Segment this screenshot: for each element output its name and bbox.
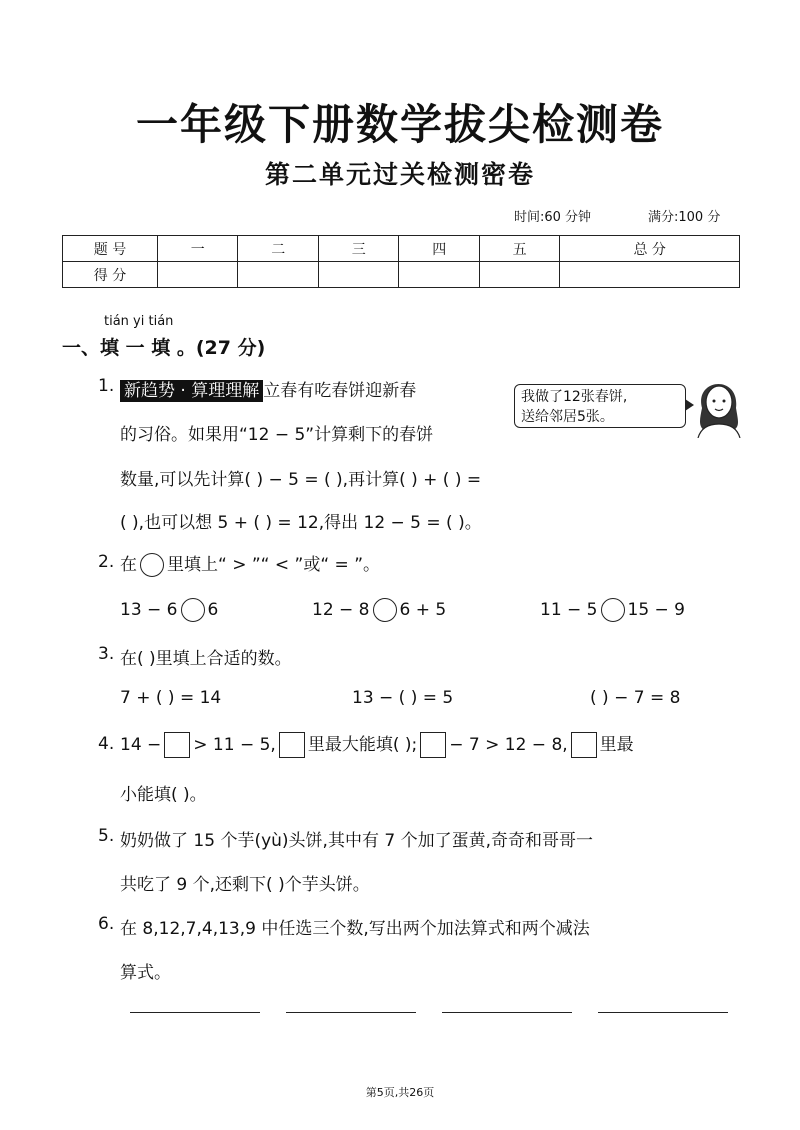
score-header-cell: 三 xyxy=(318,236,398,262)
expression-left: 11 − 5 xyxy=(540,600,598,620)
score-cell[interactable] xyxy=(238,262,318,288)
score-header-cell: 二 xyxy=(238,236,318,262)
question-3-item: 7 + ( ) = 14 xyxy=(120,688,222,708)
question-6-line-1: 在 8,12,7,4,13,9 中任选三个数,写出两个加法算式和两个减法 xyxy=(120,919,590,939)
page-subtitle: 第二单元过关检测密卷 xyxy=(264,160,535,189)
question-number: 6. xyxy=(98,914,115,934)
score-row-label: 得 分 xyxy=(63,262,158,288)
girl-eye xyxy=(723,400,726,403)
question-4-line-1 xyxy=(120,730,634,758)
question-number: 4. xyxy=(98,734,115,754)
bubble-line: 送给邻居5张。 xyxy=(521,409,614,425)
question-number: 3. xyxy=(98,644,115,664)
question-2-prompt xyxy=(120,550,380,577)
section-pinyin: tián yi tián xyxy=(104,314,174,329)
score-header-cell: 五 xyxy=(479,236,559,262)
question-5-line-2: 共吃了 9 个,还剩下( )个芋头饼。 xyxy=(120,875,370,895)
answer-box[interactable] xyxy=(164,732,190,758)
question-4-text: − 7 > 12 − 8, xyxy=(449,735,568,755)
question-4-text: 里最大能填( ); xyxy=(307,735,418,755)
question-5-line-1: 奶奶做了 15 个芋(yù)头饼,其中有 7 个加了蛋黄,奇奇和哥哥一 xyxy=(120,831,593,851)
question-3-item: ( ) − 7 = 8 xyxy=(590,688,681,708)
compare-circle[interactable] xyxy=(373,598,397,622)
answer-line[interactable] xyxy=(598,1012,728,1013)
trend-tag: 新趋势 · 算理理解 xyxy=(120,380,263,402)
expression-right: 15 − 9 xyxy=(627,600,685,620)
question-6-line-2: 算式。 xyxy=(120,963,171,983)
compare-circle[interactable] xyxy=(601,598,625,622)
answer-box[interactable] xyxy=(279,732,305,758)
girl-eye xyxy=(713,400,716,403)
score-cell[interactable] xyxy=(399,262,479,288)
answer-line[interactable] xyxy=(442,1012,572,1013)
score-header-cell: 四 xyxy=(399,236,479,262)
score-cell[interactable] xyxy=(158,262,238,288)
question-4-text: 14 − xyxy=(120,735,162,755)
question-number: 2. xyxy=(98,552,115,572)
compare-circle[interactable] xyxy=(181,598,205,622)
question-2-text: 里填上“ > ”“ < ”或“ = ”。 xyxy=(167,555,380,575)
expression-left: 12 − 8 xyxy=(312,600,370,620)
circle-icon xyxy=(140,553,164,577)
score-cell[interactable] xyxy=(560,262,740,288)
page-title: 一年级下册数学拔尖检测卷 xyxy=(135,100,664,149)
bubble-line: 我做了12张春饼, xyxy=(521,389,628,405)
answer-box[interactable] xyxy=(571,732,597,758)
full-score: 满分:100 分 xyxy=(648,210,721,225)
question-2-item xyxy=(312,598,446,622)
score-table-score-row xyxy=(63,262,740,288)
question-2-item xyxy=(540,598,685,622)
question-4-line-2: 小能填( )。 xyxy=(120,785,207,805)
girl-illustration xyxy=(690,368,746,438)
time-limit: 时间:60 分钟 xyxy=(514,210,592,225)
expression-right: 6 xyxy=(207,600,219,620)
girl-face xyxy=(706,386,732,418)
question-1-line-2: 的习俗。如果用“12 − 5”计算剩下的春饼 xyxy=(120,425,434,445)
question-3-item: 13 − ( ) = 5 xyxy=(352,688,454,708)
score-header-cell: 一 xyxy=(158,236,238,262)
question-number: 5. xyxy=(98,826,115,846)
score-table-header-row xyxy=(63,236,740,262)
question-2-text: 在 xyxy=(120,555,137,575)
question-4-text: 里最 xyxy=(599,735,634,755)
speech-bubble xyxy=(514,384,686,428)
question-number: 1. xyxy=(98,376,115,396)
question-1-line-3: 数量,可以先计算( ) − 5 = ( ),再计算( ) + ( ) = xyxy=(120,470,482,490)
expression-right: 6 + 5 xyxy=(399,600,447,620)
question-1-text: 立春有吃春饼迎新春 xyxy=(263,381,417,401)
score-header-label: 题 号 xyxy=(63,236,158,262)
answer-box[interactable] xyxy=(420,732,446,758)
question-1-line-1 xyxy=(120,376,416,401)
expression-left: 13 − 6 xyxy=(120,600,178,620)
page-footer: 第5页,共26页 xyxy=(365,1086,435,1099)
question-1-line-4: ( ),也可以想 5 + ( ) = 12,得出 12 − 5 = ( )。 xyxy=(120,513,482,533)
question-4-text: > 11 − 5, xyxy=(193,735,276,755)
answer-line[interactable] xyxy=(286,1012,416,1013)
answer-line[interactable] xyxy=(130,1012,260,1013)
score-cell[interactable] xyxy=(318,262,398,288)
score-header-cell: 总 分 xyxy=(560,236,740,262)
question-3-prompt: 在( )里填上合适的数。 xyxy=(120,649,292,669)
section-title: 一、填 一 填 。(27 分) xyxy=(62,337,266,359)
score-cell[interactable] xyxy=(479,262,559,288)
question-2-item xyxy=(120,598,218,622)
score-table xyxy=(62,235,740,288)
